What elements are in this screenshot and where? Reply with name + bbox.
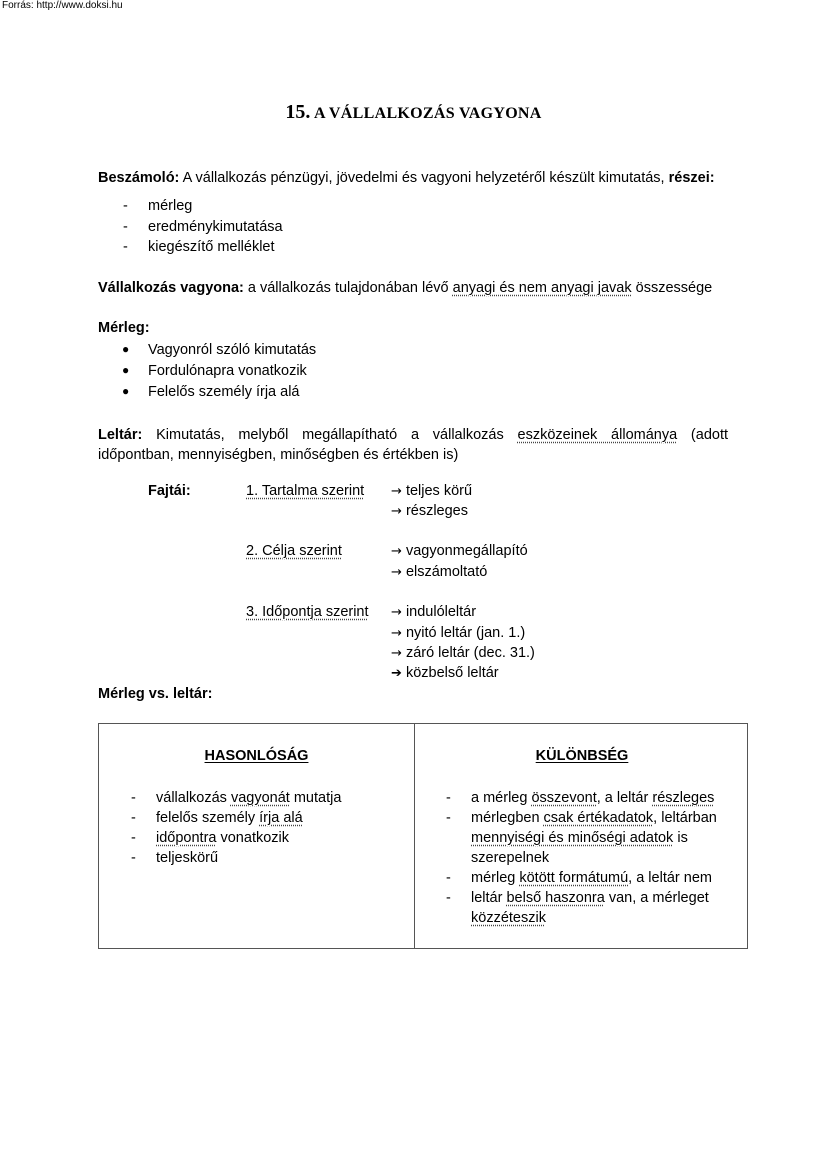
list-item: → részleges: [391, 503, 468, 519]
arrow-right-icon: →: [391, 504, 402, 519]
list-item: → nyitó leltár (jan. 1.): [391, 625, 526, 641]
merleg-heading: Mérleg:: [98, 320, 150, 336]
group-name: 2. Célja szerint: [246, 543, 342, 559]
source-note: Forrás: http://www.doksi.hu: [2, 0, 123, 11]
arrow-right-icon: →: [391, 626, 402, 641]
list-item: → teljes körű: [391, 483, 473, 499]
title-number: 15.: [285, 101, 311, 123]
page-title: [0, 101, 827, 124]
table-header-right: KÜLÖNBSÉG: [535, 748, 629, 764]
comparison-heading: Mérleg vs. leltár:: [98, 686, 213, 702]
group-name: 1. Tartalma szerint: [246, 483, 365, 499]
arrow-right-icon: →: [391, 484, 402, 499]
arrow-right-icon: →: [391, 646, 402, 661]
beszamolo-text: A vállalkozás pénzügyi, jövedelmi és vagyoni helyzetéről készült kimutatás,: [179, 170, 669, 186]
group-name: 3. Időpontja szerint: [246, 604, 369, 620]
table-header-left: HASONLÓSÁG: [204, 748, 309, 764]
comparison-table: HASONLÓSÁG KÜLÖNBSÉG - vállalkozás vagyonát mutatja - felelős személy írja alá - időpontra vonatkozik - teljeskörű - a mérleg összevont, a leltár részleges - mérlegben csak értékadatok, leltárban mennyiségi és minőségi adatok is szerepelnek - mérleg kötött formátumú, a leltár nem - leltár belső haszonra van, a mérleget közzéteszik: [98, 723, 748, 949]
beszamolo-term: Beszámoló:: [98, 170, 180, 186]
beszamolo-definition: [98, 170, 715, 186]
arrow-right-icon: →: [391, 565, 402, 580]
fajtai-label: Fajtái:: [148, 483, 191, 499]
vagyon-term: Vállalkozás vagyona:: [98, 280, 244, 296]
leltar-definition: Leltár: Kimutatás, melyből megállapítható a vállalkozás eszközeinek állománya (adott időpontban, mennyiségben, minőségben és értékben is): [98, 427, 728, 463]
arrow-bold-right-icon: ➔: [391, 666, 402, 681]
arrow-right-icon: →: [391, 544, 402, 559]
list-item: → elszámoltató: [391, 564, 488, 580]
leltar-term: Leltár:: [98, 427, 143, 443]
arrow-right-icon: →: [391, 605, 402, 620]
title-text: A VÁLLALKOZÁS VAGYONA: [313, 105, 542, 122]
list-item: → záró leltár (dec. 31.): [391, 645, 535, 661]
list-item: → indulóleltár: [391, 604, 477, 620]
list-item: → vagyonmegállapító: [391, 543, 528, 559]
list-item: ➔ közbelső leltár: [391, 665, 499, 681]
beszamolo-parts-label: részei:: [668, 170, 715, 186]
vagyon-definition: Vállalkozás vagyona: a vállalkozás tulajdonában lévő anyagi és nem anyagi javak összessége: [98, 280, 713, 296]
